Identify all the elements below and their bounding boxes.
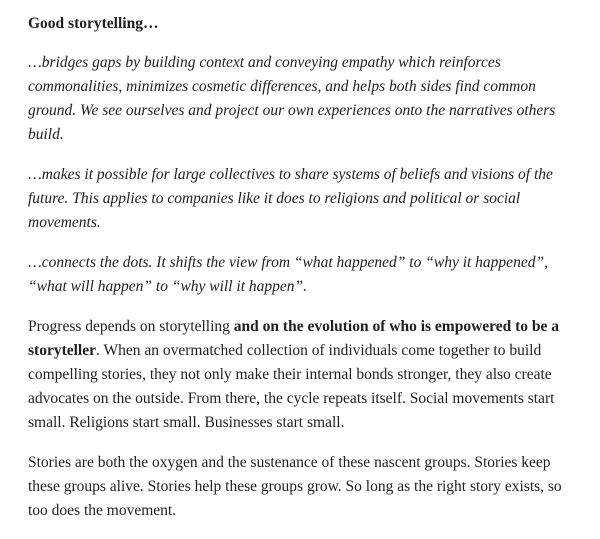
paragraph-progress-emphasis: and on the evolution of who is empowered to be a storyteller bbox=[28, 318, 560, 359]
quote-bridges-gaps: …bridges gaps by building context and conveying empathy which reinforces commonalities, minimizes cosmetic differences, and helps both sides find common ground. We see ourselves and project our own experiences onto the narratives others build. bbox=[28, 54, 556, 143]
quote-shared-beliefs: …makes it possible for large collectives to share systems of beliefs and visions of the future. This applies to companies like it does to religions and political or social movements. bbox=[28, 166, 553, 231]
paragraph-stories-oxygen: Stories are both the oxygen and the sustenance of these nascent groups. Stories keep these groups alive. Stories help these groups grow. So long as the right story exists, so too does the movement. bbox=[28, 454, 562, 519]
paragraph-progress bbox=[28, 315, 584, 435]
paragraph-progress-lead: Progress depends on storytelling bbox=[28, 318, 234, 335]
article-body bbox=[28, 12, 584, 539]
quote-connects-dots: …connects the dots. It shifts the view from “what happened” to “why it happened”, “what will happen” to “why will it happen”. bbox=[28, 254, 548, 295]
section-heading: Good storytelling… bbox=[28, 15, 159, 32]
paragraph-progress-rest: . When an overmatched collection of individuals come together to build compelling stories, they not only make their internal bonds stronger, they also create advocates on the outside. From there, the cycle repeats itself. Social movements start small. Religions start small. Businesses start small. bbox=[28, 342, 555, 431]
